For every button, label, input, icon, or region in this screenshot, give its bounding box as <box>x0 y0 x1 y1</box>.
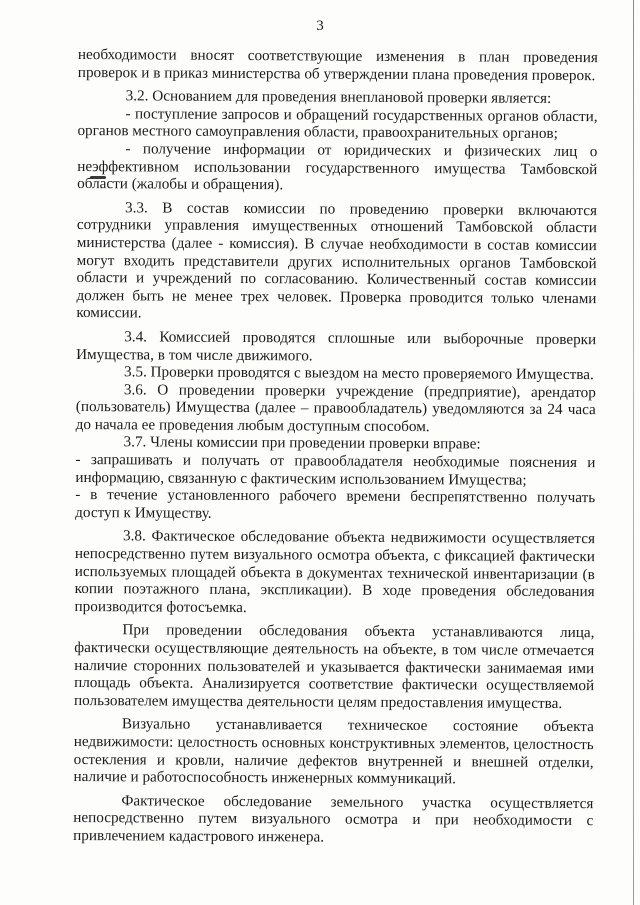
paragraph-3-2-item-1: - поступление запросов и обращений государственных органов области, органов местного самоуправления области, правоохранительных органов; <box>77 105 598 143</box>
paragraph-3-8-technical-state: Визуально устанавливается техническое состояние объекта недвижимости: целостность основных конструктивных элементов, целостность остекления и кровли, наличие дефектов внутренней и внешней отделки, наличие и работоспособность инженерных коммуникаций. <box>73 715 594 788</box>
paragraph-3-7-item-2: - в течение установленного рабочего времени беспрепятственно получать доступ к Имуществу. <box>75 486 596 522</box>
paragraph-3-5: 3.5. Проверки проводятся с выездом на место проверяемого Имущества. <box>123 363 594 384</box>
paragraph-3-7: 3.7. Члены комиссии при проведении проверки вправе: <box>123 433 481 453</box>
paragraph-3-2-item-2: - получение информации от юридических и физических лиц о неэффективном использовании государственного имущества Тамбовской области (жалобы и обращения). <box>77 140 598 194</box>
paragraph-3-8: 3.8. Фактическое обследование объекта недвижимости осуществляется непосредственно путем визуального осмотра объекта, с фиксацией фактически используемых площадей объекта в документах технической инвентаризации (в копии поэтажного плана, экспликации). В ходе проведения обследования производится фотосъемка. <box>74 527 596 616</box>
scan-edge-line <box>633 0 634 905</box>
paragraph-3-2: 3.2. Основанием для проведения внеплановой проверки является: <box>125 87 552 108</box>
paragraph-3-3: 3.3. В состав комиссии по проведению проверки включаются сотрудники управления имущественных отношений Тамбовской области министерства (далее - комиссия). В случае необходимости в состав комиссии могут входить представители других исполнительных органов Тамбовской области и учреждений по согласованию. Количественный состав комиссии должен быть не менее трех человек. Проверка проводится только членами комиссии. <box>76 199 598 322</box>
document-body <box>73 46 598 848</box>
paragraph-3-8-persons: При проведении обследования объекта устанавливаются лица, фактически осуществляющие деятельность на объекте, в том числе отмечается наличие сторонних пользователей и указывается фактически занимаемая ими площадь объекта. Анализируется соответствие фактически осуществляемой пользователем имущества деятельности целям предоставления имущества. <box>73 621 595 712</box>
paragraph-3-6: 3.6. О проведении проверки учреждение (предприятие), арендатор (пользователь) Имущества (далее – правообладатель) уведомляются за 24 часа до начала ее проведения любым доступным способом. <box>75 380 596 436</box>
paragraph-3-7-item-1: - запрашивать и получать от правообладателя необходимые пояснения и информацию, связанную с фактическим использованием Имущества; <box>75 451 596 489</box>
paragraph-3-4: 3.4. Комиссией проводятся сплошные или выборочные проверки Имущества, в том числе движимого. <box>76 328 597 364</box>
paragraph-3-8-land-plot: Фактическое обследование земельного участка осуществляется непосредственно путем визуального осмотра и при необходимости с привлечением кадастрового инженера. <box>73 792 594 846</box>
page-number: 3 <box>316 18 324 34</box>
paragraph-continuation: необходимости вносят соответствующие изменения в план проведения проверок и в приказ министерства об утверждении плана проведения проверок. <box>77 46 598 84</box>
